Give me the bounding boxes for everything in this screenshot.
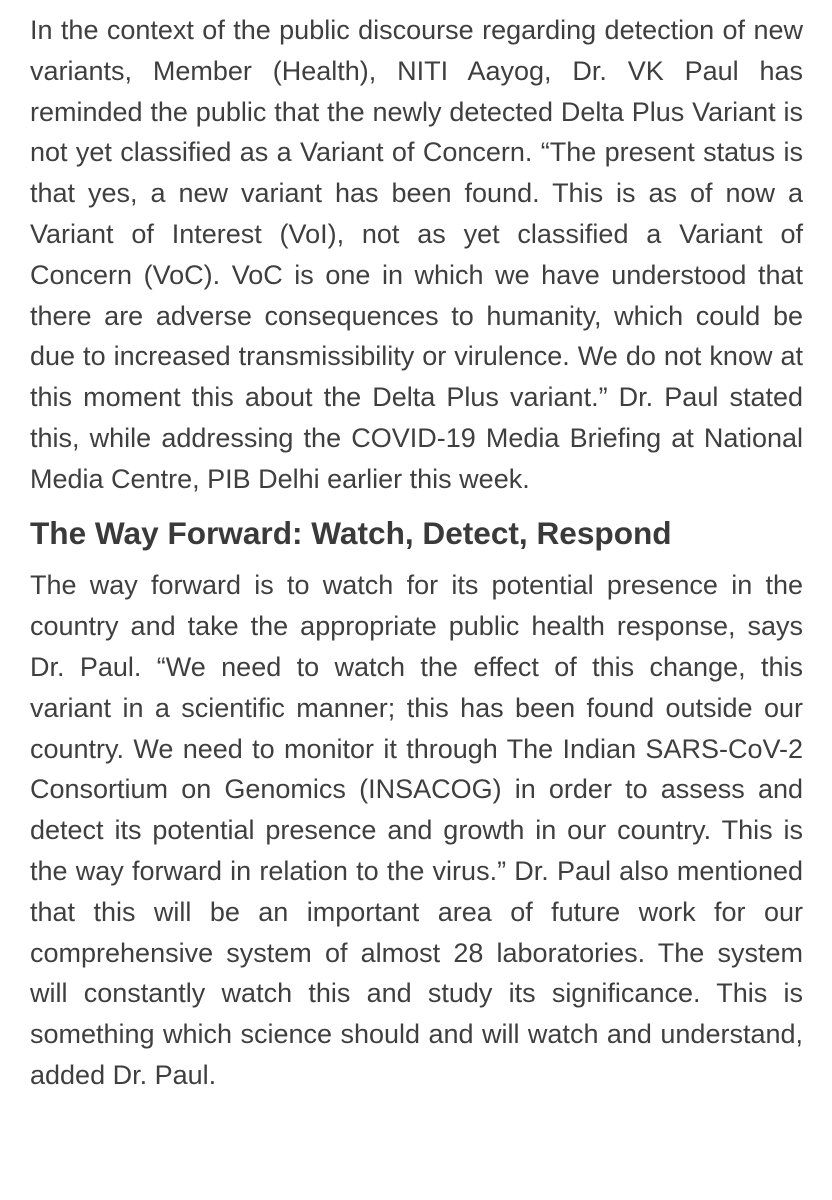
intro-paragraph: In the context of the public discourse regarding detection of new variants, Member (Health), NITI Aayog, Dr. VK Paul has reminded the public that the newly detected Delta Plus Variant is not yet classified as a Variant of Concern. “The present status is that yes, a new variant has been found. This is as of now a Variant of Interest (VoI), not as yet classified a Variant of Concern (VoC). VoC is one in which we have understood that there are adverse consequences to humanity, which could be due to increased transmissibility or virulence. We do not know at this moment this about the Delta Plus variant.” Dr. Paul stated this, while addressing the COVID-19 Media Briefing at National Media Centre, PIB Delhi earlier this week. <box>30 15 803 494</box>
section-heading: The Way Forward: Watch, Detect, Respond <box>30 514 672 551</box>
way-forward-paragraph: The way forward is to watch for its potential presence in the country and take the appropriate public health response, says Dr. Paul. “We need to watch the effect of this change, this variant in a scientific manner; this has been found outside our country. We need to monitor it through The Indian SARS-CoV-2 Consortium on Genomics (INSACOG) in order to assess and detect its potential presence and growth in our country. This is the way forward in relation to the virus.” Dr. Paul also mentioned that this will be an important area of future work for our comprehensive system of almost 28 laboratories. The system will constantly watch this and study its significance. This is something which science should and will watch and understand, added Dr. Paul. <box>30 570 803 1090</box>
article-body <box>30 10 803 1096</box>
